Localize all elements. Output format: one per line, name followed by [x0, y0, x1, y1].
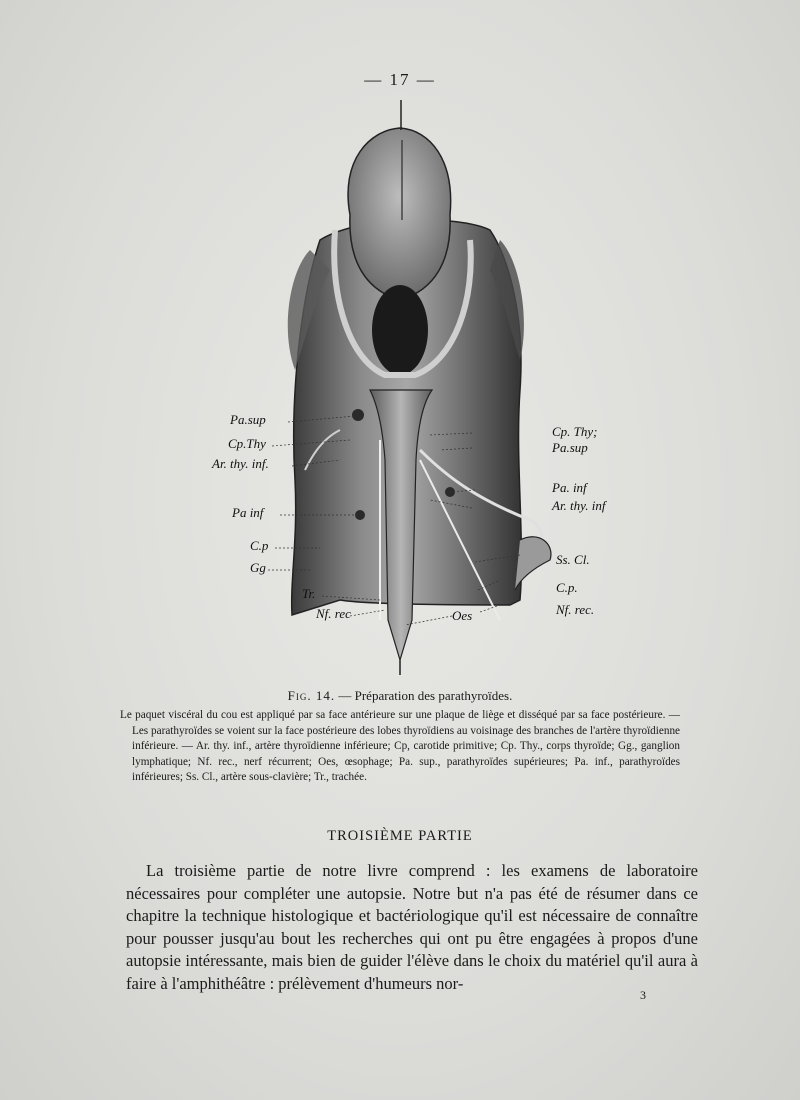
label-cp-thy-right: Cp. Thy; — [552, 424, 598, 439]
figure-number: Fig. 14. — [287, 688, 336, 703]
label-oes-bottom: Oes — [452, 608, 473, 623]
label-cp-left: C.p — [250, 538, 269, 553]
label-ar-thy-inf-right: Ar. thy. inf — [552, 498, 606, 513]
label-cp-thy-left: Cp.Thy — [228, 436, 266, 451]
anatomical-illustration — [212, 100, 620, 680]
label-pa-inf-left: Pa inf — [232, 505, 264, 520]
label-tr-left: Tr. — [302, 586, 316, 601]
label-gg-left: Gg — [250, 560, 266, 575]
figure-legend-text: Le paquet viscéral du cou est appliqué par sa face antérieure sur une plaque de liège et disséqué par sa face postérieure. — Les parathyroïdes se voient sur la face postérieure des lobes thyroïdiens au voisinage des branches de l'artère thyroïdienne inférieure. — Ar. thy. inf., artère thyroïdienne inférieure; Cp, carotide primitive; Cp. Thy., corps thyroïde; Gg., ganglion lymphatique; Nf. rec., nerf récurrent; Oes, œsophage; Pa. sup., parathyroïdes supérieures; Pa. inf., parathyroïdes inférieures; Ss. Cl., artère sous-clavière; Tr., trachée. — [120, 709, 680, 783]
page-number: — 17 — — [364, 70, 436, 89]
label-cp-right: C.p. — [556, 580, 578, 595]
figure-legend — [120, 708, 680, 786]
label-pa-sup-right: Pa.sup — [552, 440, 588, 455]
label-ss-cl-right: Ss. Cl. — [556, 552, 590, 567]
figure-caption-title — [0, 688, 800, 704]
tongue-shape — [348, 128, 451, 300]
label-ar-thy-inf-left: Ar. thy. inf. — [212, 456, 269, 471]
figure-title: — Préparation des parathyroïdes. — [338, 688, 513, 703]
label-pa-inf-right: Pa. inf — [552, 480, 587, 495]
body-paragraph: La troisième partie de notre livre comprend : les examens de laboratoire nécessaires pour compléter une autopsie. Notre but n'a pas été de résumer dans ce chapitre la technique histologique et bactériologique qu'il est nécessaire de connaître pour pousser jusqu'au bout les recherches qui ont pu être engagées à propos d'une autopsie intéressante, mais bien de guider l'élève dans le choix du matériel qu'il aura à faire à l'amphithéâtre : prélèvement d'humeurs nor- — [126, 861, 698, 993]
label-nf-rec-right: Nf. rec. — [556, 602, 595, 617]
label-nf-rec-left: Nf. rec — [316, 606, 351, 621]
section-heading: TROISIÈME PARTIE — [327, 828, 473, 844]
label-pa-sup-left: Pa.sup — [230, 412, 266, 427]
signature-mark: 3 — [640, 988, 646, 1002]
